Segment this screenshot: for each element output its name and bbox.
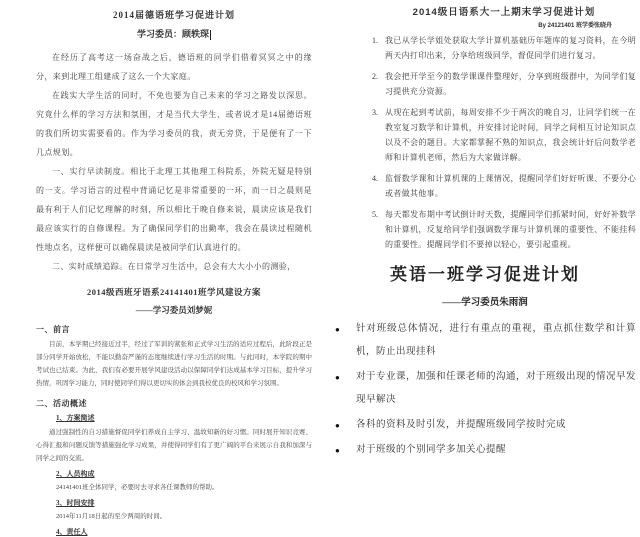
item-text: 我会把开学至今的数学课课件整理好，分享到班级群中，为同学们复习提供充分资源。	[385, 72, 636, 96]
list-item	[372, 33, 636, 63]
paragraph: 在践实大学生活的同时，不免也要为自己未来的学习之路发以深思。究竟什么样的学习方法和氛围，才是当代大学生、或者说才是14届德语班的我们所切实需要看的。作为学习委员的我，责无旁贷，于是便有了一下几点规划。	[36, 91, 312, 157]
item-text: 从现在起到考试前，每周安排不少于两次的晚自习，让同学们统一在教室复习数学和计算机，并安排讨论时间，同学之间相互讨论知识点以及不会的题目。大家都掌握不熟的知识点，我会统计好后问数学老师和计算机老师，然后为大家做详解。	[385, 108, 636, 162]
doc-german-body	[36, 48, 312, 276]
doc-english-bullets	[334, 318, 636, 462]
bullet-text: 针对班级总体情况，进行有重点的重视，重点抓住数学和计算机，防止出现挂科	[356, 324, 636, 357]
doc-spanish	[36, 286, 312, 537]
bullet-item	[334, 439, 636, 462]
subsection-title-plan: 1、方案简述	[56, 414, 95, 422]
item-number: 3.	[372, 108, 378, 117]
subsection-text-plan: 通过强制性的自习措施督促同学们养成自主学习、温故知新的好习惯。同时展开知识竞赛、心得汇报和问题反馈等措施强化学习成果，并使得同学们有了更广阔的平台来展示自我和加深与同学之间的交流。	[36, 429, 312, 462]
item-text: 每天都发布期中考试倒计时天数，提醒同学们抓紧时间，好好补数学和计算机，反复给同学们强调数学课与计算机课的重要性、不能挂科的重要性。提醒同学们不要掉以轻心，要引起重视。	[385, 210, 636, 249]
bullet-icon: ●	[335, 421, 340, 430]
doc-german	[36, 8, 312, 276]
subsection-title-members: 2、人员构成	[56, 470, 95, 478]
list-item	[372, 105, 636, 165]
bullet-icon: ●	[335, 373, 340, 382]
item-text: 监督数学课和计算机课的上课情况，提醒同学们好好听课、不要分心或者做其他事。	[385, 174, 636, 198]
item-number: 4.	[372, 174, 378, 183]
doc-spanish-subtitle: ——学习委员刘梦妮	[135, 305, 213, 315]
bullet-icon: ●	[335, 446, 340, 455]
preface-paragraph: 目前，本学期已经接近过半，经过了军训的紧张和正式学习生活的适应过程后，此阶段正是部分同学开始放松，不能以勤奋严谨的态度继续进行学习生活的时期。与此同时，本学院的期中考试也已结束。为此，我们有必要开展学风建设活动以保障同学们达成基本学习目标，提升学习热情，巩固学习能力，同时使同学们得以更切实的体会到我校优良的校风和学习氛围。	[36, 341, 312, 387]
doc-spanish-title: 2014级西班牙语系24141401班学风建设方案	[86, 287, 261, 297]
page-left	[0, 0, 320, 536]
item-number: 1.	[372, 36, 378, 45]
paragraph: 二、实时成绩追踪。在日常学习生活中，总会有大大小小的测验，	[52, 262, 296, 271]
list-item	[372, 69, 636, 99]
list-item	[372, 207, 636, 252]
doc-japanese-title: 2014级日语系大一上期末学习促进计划	[412, 7, 596, 18]
item-text: 我已从学长学姐处获取大学计算机基础历年题库的复习资料，在今明两天内打印出来，分享给班级同学，督促同学们进行复习。	[385, 36, 636, 60]
section-heading-overview: 二、活动概述	[36, 399, 87, 408]
bullet-text: 对于班级的个别同学多加关心提醒	[356, 445, 507, 455]
text-cursor	[210, 30, 211, 40]
subsection-title-schedule: 3、时间安排	[56, 499, 95, 507]
doc-english	[334, 260, 636, 462]
bullet-text: 对于专业课，加强和任课老师的沟通，对于班级出现的情况早发现早解决	[356, 372, 637, 405]
section-heading-preface: 一、前言	[36, 325, 70, 334]
doc-japanese-byline: By 24121401 班学委张晓舟	[538, 23, 612, 29]
item-number: 5.	[372, 210, 378, 219]
subsection-text-schedule: 2014年11月18日起的至少两周的时间。	[56, 513, 167, 520]
subsection-text-members: 24141401班全体同学，必要时去寻求各任课教师的帮助。	[56, 484, 219, 491]
paragraph: 一、实行早读制度。相比于北理工其他理工科院系，外院无疑是特别的一支。学习语言的过程中背诵记忆是非常重要的一环，而一日之晨则是最有利于人们记忆理解的时刻，所以相比于晚自修来说，晨读应该是我们最应该实行的自修课程。为了确保同学们的出勤率，我会在晨读过程随机性地点名，这样便可以确保晨读是被同学们认真进行的。	[36, 167, 312, 252]
bullet-item	[334, 318, 636, 364]
doc-english-subtitle: ——学习委员朱雨润	[442, 298, 528, 308]
page-right	[320, 0, 640, 474]
bullet-item	[334, 366, 636, 412]
bullet-item	[334, 414, 636, 437]
committee-label: 学习委员：顾轶琛	[136, 29, 209, 39]
bullet-icon: ●	[335, 325, 340, 334]
doc-german-title: 2014届德语班学习促进计划	[112, 10, 235, 20]
item-number: 2.	[372, 72, 378, 81]
subsection-title-responsible: 4、责任人	[56, 528, 88, 536]
paragraph: 在经历了高考这一场奋战之后，德语班的同学们借着冥冥之中的缘分，来到北理工组建成了这么一个大家庭。	[36, 53, 312, 81]
doc-japanese	[372, 4, 636, 252]
bullet-text: 各科的资料及时引发，并提醒班级同学按时完成	[356, 420, 567, 430]
doc-english-title: 英语一班学习促进计划	[390, 265, 580, 284]
doc-german-committee	[36, 27, 312, 40]
doc-japanese-list	[372, 33, 636, 252]
list-item	[372, 171, 636, 201]
